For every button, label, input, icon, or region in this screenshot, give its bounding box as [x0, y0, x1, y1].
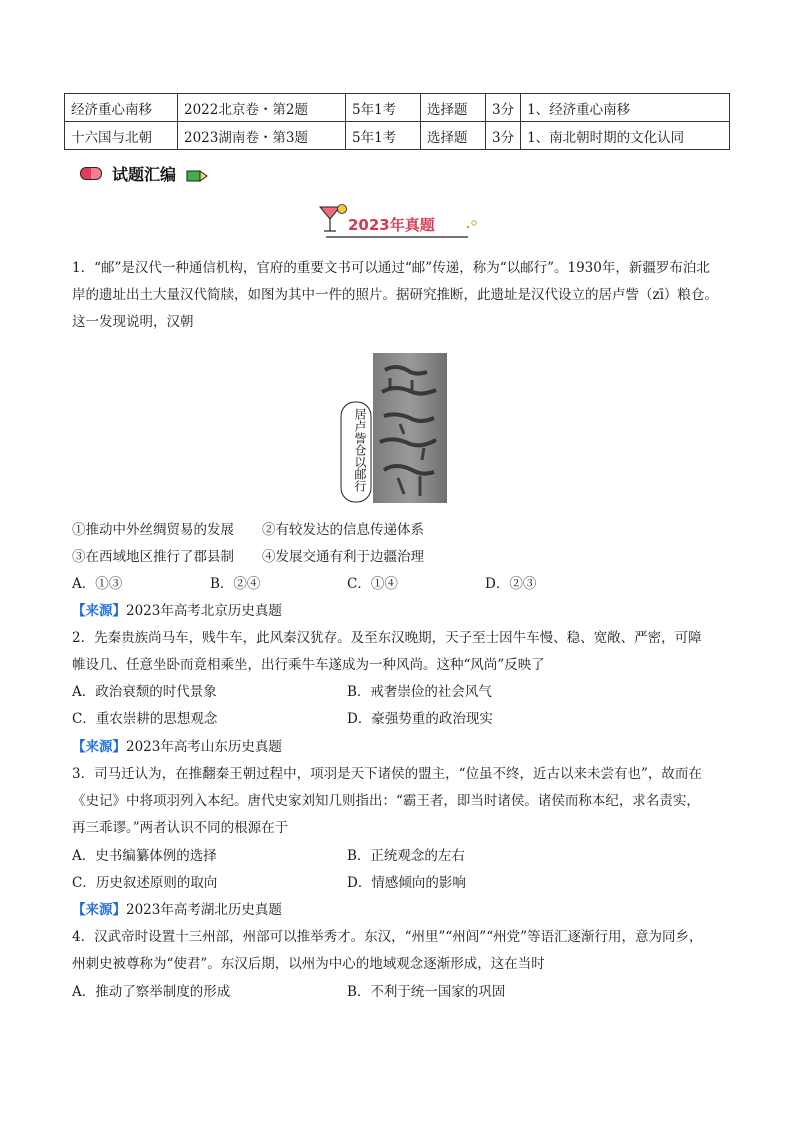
text-line: 再三乖谬。”两者认识不同的根源在于	[72, 820, 289, 836]
table-cell: 3分	[486, 94, 521, 122]
table-cell: 十六国与北朝	[65, 122, 178, 150]
statement-4: ④发展交通有利于边疆治理	[262, 549, 424, 565]
source-text: 2023年高考山东历史真题	[126, 739, 282, 755]
table-cell: 选择题	[421, 94, 486, 122]
question-3-text	[72, 761, 732, 842]
option-c[interactable]: C．①④	[347, 576, 398, 592]
source-text: 2023年高考湖北历史真题	[126, 902, 282, 918]
section-header	[80, 160, 208, 186]
source-tag: 【来源】	[72, 902, 126, 918]
question-1-text	[72, 255, 732, 336]
option-b[interactable]: B．②④	[210, 576, 261, 592]
text-line: 岸的遗址出土大量汉代简牍，如图为其中一件的照片。据研究推断，此遗址是汉代设立的居卢訾（zī）粮仓。	[72, 287, 718, 303]
text-line: 4．汉武帝时设置十三州部，州部可以推举秀才。东汉，“州里”“州闾”“州党”等语汇逐渐行用，意为同乡，	[72, 929, 703, 945]
option-b[interactable]: B．正统观念的左右	[347, 848, 465, 864]
table-cell: 2022北京卷・第2题	[178, 94, 346, 122]
table-cell: 经济重心南移	[65, 94, 178, 122]
table-cell: 选择题	[421, 122, 486, 150]
option-b[interactable]: B．不利于统一国家的巩固	[347, 984, 506, 1000]
option-d[interactable]: D．豪强势重的政治现实	[347, 711, 493, 727]
question-2-text	[72, 625, 732, 679]
exam-info-table	[64, 93, 730, 150]
text-line: 这一发现说明，汉朝	[72, 314, 194, 330]
source-line	[72, 598, 282, 625]
option-d[interactable]: D．情感倾向的影响	[347, 875, 466, 891]
text-line: 3．司马迁认为，在推翻秦王朝过程中，项羽是天下诸侯的盟主，“位虽不终，近古以来未尝有也”，故而在	[72, 766, 702, 782]
section-title: 试题汇编	[112, 164, 177, 184]
source-line	[72, 734, 282, 761]
table-cell: 2023湖南卷・第3题	[178, 122, 346, 150]
question-4-text	[72, 924, 732, 978]
table-cell: 1、经济重心南移	[521, 94, 730, 122]
text-line: 《史记》中将项羽列入本纪。唐代史家刘知几则指出：“霸王者，即当时诸侯。诸侯而称本纪，求名责实，	[72, 793, 700, 809]
pencil-icon	[186, 167, 208, 179]
source-line	[72, 897, 282, 924]
table-cell: 3分	[486, 122, 521, 150]
text-line: 帷设几、任意坐卧而竟相乘坐，出行乘牛车遂成为一种风尚。这种“风尚”反映了	[72, 657, 545, 673]
option-c[interactable]: C．重农崇耕的思想观念	[72, 711, 218, 727]
option-d[interactable]: D．②③	[485, 576, 537, 592]
table-cell: 5年1考	[346, 122, 421, 150]
option-a[interactable]: A．推动了察举制度的形成	[72, 984, 231, 1000]
source-tag: 【来源】	[72, 603, 126, 619]
statement-1: ①推动中外丝绸贸易的发展	[72, 522, 234, 538]
year-badge-text: 2023年真题	[348, 216, 435, 234]
text-line: 1．“邮”是汉代一种通信机构，官府的重要文书可以通过“邮”传递，称为“以邮行”。1930年，新疆罗布泊北	[72, 260, 710, 276]
pill-icon	[80, 167, 102, 180]
table-row	[65, 94, 730, 122]
text-line: 州刺史被尊称为“使君”。东汉后期，以州为中心的地域观念逐渐形成，这在当时	[72, 956, 545, 972]
slip-label: 居卢訾仓以邮行	[353, 408, 367, 492]
text-line: 2．先秦贵族尚马车，贱牛车，此风秦汉犹存。及至东汉晚期，天子至士因牛车慢、稳、宽敞、严密，可障	[72, 630, 702, 646]
bamboo-slip-image	[340, 352, 450, 504]
statement-2: ②有较发达的信息传递体系	[262, 522, 424, 538]
option-b[interactable]: B．戒奢崇俭的社会风气	[347, 684, 492, 700]
table-cell: 1、南北朝时期的文化认同	[521, 122, 730, 150]
statement-3: ③在西域地区推行了郡县制	[72, 549, 234, 565]
source-text: 2023年高考北京历史真题	[126, 603, 282, 619]
option-c[interactable]: C．历史叙述原则的取向	[72, 875, 218, 891]
table-cell: 5年1考	[346, 94, 421, 122]
source-tag: 【来源】	[72, 739, 126, 755]
table-row	[65, 122, 730, 150]
option-a[interactable]: A．史书编纂体例的选择	[72, 848, 217, 864]
option-a[interactable]: A．①③	[72, 576, 123, 592]
option-a[interactable]: A．政治衰颓的时代景象	[72, 684, 217, 700]
